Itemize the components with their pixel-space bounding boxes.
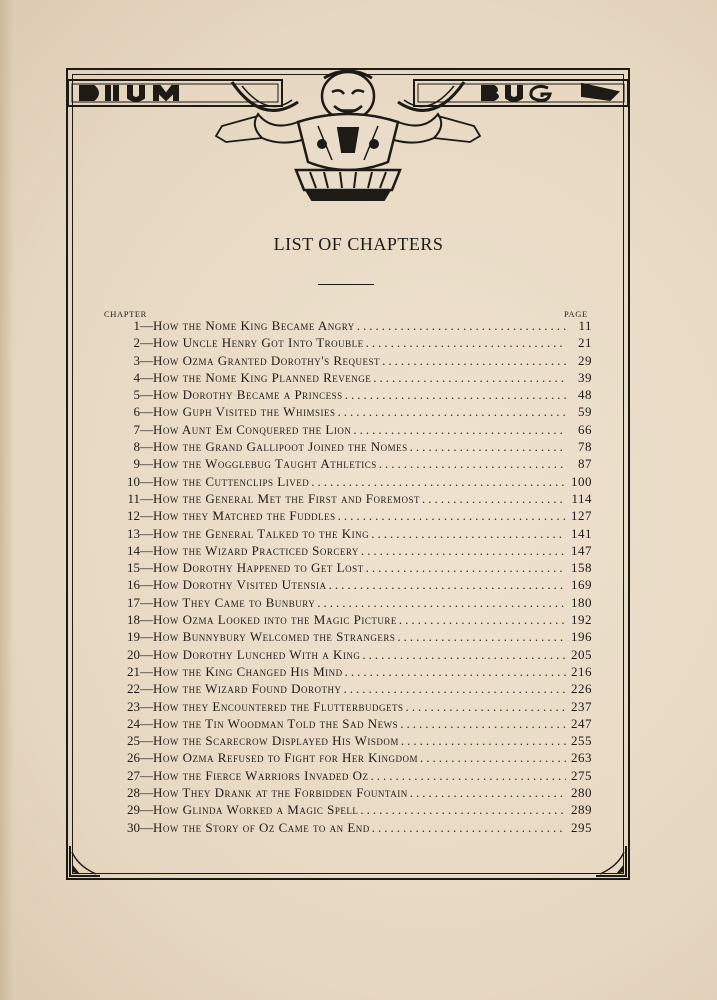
chapter-row bbox=[104, 768, 592, 785]
chapter-number: 19 bbox=[127, 629, 140, 645]
dot-leader bbox=[345, 664, 566, 680]
chapter-list bbox=[104, 318, 592, 837]
chapter-page-number: 100 bbox=[571, 473, 592, 489]
chapter-number: 11 bbox=[127, 490, 140, 506]
chapter-dash: — bbox=[140, 785, 153, 801]
chapter-row bbox=[104, 577, 592, 594]
chapter-page-number: 158 bbox=[571, 560, 592, 576]
dot-leader bbox=[366, 335, 566, 351]
chapter-number: 8 bbox=[133, 439, 140, 455]
chapter-dash: — bbox=[140, 439, 153, 455]
chapter-number: 22 bbox=[127, 681, 140, 697]
chapter-row bbox=[104, 750, 592, 767]
chapter-page-number: 255 bbox=[571, 733, 592, 749]
chapter-number: 17 bbox=[127, 594, 140, 610]
chapter-page-number: 147 bbox=[571, 542, 592, 558]
dot-leader bbox=[401, 733, 566, 749]
chapter-title: How the Wizard Found Dorothy bbox=[153, 681, 342, 697]
dot-leader bbox=[371, 526, 566, 542]
chapter-row bbox=[104, 699, 592, 716]
chapter-dash: — bbox=[140, 629, 153, 645]
page-column-header: PAGE bbox=[564, 309, 588, 319]
chapter-page-number: 11 bbox=[578, 318, 592, 333]
chapter-dash: — bbox=[140, 715, 153, 731]
dot-leader bbox=[345, 387, 566, 403]
chapter-row bbox=[104, 335, 592, 352]
chapter-dash: — bbox=[140, 577, 153, 593]
chapter-page-number: 39 bbox=[578, 369, 592, 385]
chapter-page-number: 59 bbox=[578, 404, 592, 420]
chapter-dash: — bbox=[140, 335, 153, 351]
wogglebug-header-icon bbox=[62, 66, 634, 206]
chapter-number: 21 bbox=[127, 663, 140, 679]
chapter-dash: — bbox=[140, 802, 153, 818]
chapter-page-number: 87 bbox=[578, 456, 592, 472]
dot-leader bbox=[420, 750, 566, 766]
chapter-title: How the King Changed His Mind bbox=[153, 663, 343, 679]
chapter-row bbox=[104, 318, 592, 335]
chapter-row bbox=[104, 370, 592, 387]
chapter-dash: — bbox=[140, 646, 153, 662]
chapter-row bbox=[104, 595, 592, 612]
chapter-page-number: 114 bbox=[571, 490, 592, 506]
chapter-row bbox=[104, 508, 592, 525]
chapter-dash: — bbox=[140, 681, 153, 697]
chapter-number: 27 bbox=[127, 767, 140, 783]
chapter-dash: — bbox=[140, 369, 153, 385]
dot-leader bbox=[317, 595, 566, 611]
chapter-title: How Ozma Refused to Fight for Her Kingdom bbox=[153, 750, 419, 766]
chapter-row bbox=[104, 543, 592, 560]
chapter-row bbox=[104, 474, 592, 491]
chapter-number: 25 bbox=[127, 733, 140, 749]
chapter-title: How the Story of Oz Came to an End bbox=[153, 819, 370, 835]
dot-leader bbox=[406, 699, 566, 715]
chapter-title: How Dorothy Became a Princess bbox=[153, 387, 343, 403]
chapter-dash: — bbox=[140, 387, 153, 403]
chapter-dash: — bbox=[140, 750, 153, 766]
chapter-dash: — bbox=[140, 473, 153, 489]
chapter-row bbox=[104, 802, 592, 819]
chapter-title: How Guph Visited the Whimsies bbox=[153, 404, 336, 420]
chapter-title: How Dorothy Happened to Get Lost bbox=[153, 560, 364, 576]
chapter-title: How the Grand Gallipoot Joined the Nomes bbox=[153, 439, 408, 455]
dot-leader bbox=[311, 474, 566, 490]
chapter-title: How Dorothy Visited Utensia bbox=[153, 577, 327, 593]
chapter-number: 18 bbox=[127, 612, 140, 628]
chapter-number: 24 bbox=[127, 715, 140, 731]
chapter-title: How they Encountered the Flutterbudgets bbox=[153, 698, 404, 714]
chapter-page-number: 226 bbox=[571, 681, 592, 697]
chapter-page-number: 78 bbox=[578, 439, 592, 455]
chapter-title: How the General Met the First and Foremost bbox=[153, 490, 421, 506]
chapter-title: How They Drank at the Forbidden Fountain bbox=[153, 785, 408, 801]
chapter-title: How the Nome King Planned Revenge bbox=[153, 369, 372, 385]
chapter-page-number: 263 bbox=[571, 750, 592, 766]
chapter-title: How the General Talked to the King bbox=[153, 525, 370, 541]
page-title: LIST OF CHAPTERS bbox=[273, 234, 444, 254]
chapter-page-number: 205 bbox=[571, 646, 592, 662]
chapter-title: How the Fierce Warriors Invaded Oz bbox=[153, 767, 369, 783]
dot-leader bbox=[422, 491, 566, 507]
chapter-dash: — bbox=[140, 542, 153, 558]
chapter-number: 20 bbox=[127, 646, 140, 662]
chapter-title: How the Wogglebug Taught Athletics bbox=[153, 456, 377, 472]
dot-leader bbox=[362, 647, 566, 663]
dot-leader bbox=[353, 422, 566, 438]
chapter-dash: — bbox=[140, 352, 153, 368]
chapter-number: 4 bbox=[133, 369, 140, 385]
dot-leader bbox=[373, 370, 566, 386]
chapter-row bbox=[104, 629, 592, 646]
chapter-row bbox=[104, 664, 592, 681]
chapter-page-number: 141 bbox=[571, 525, 592, 541]
chapter-title: How the Wizard Practiced Sorcery bbox=[153, 542, 359, 558]
chapter-dash: — bbox=[140, 318, 153, 333]
chapter-title: How Dorothy Lunched With a King bbox=[153, 646, 361, 662]
chapter-dash: — bbox=[140, 767, 153, 783]
dot-leader bbox=[338, 508, 566, 524]
chapter-row bbox=[104, 785, 592, 802]
chapter-row bbox=[104, 820, 592, 837]
chapter-title: How Ozma Granted Dorothy's Request bbox=[153, 352, 381, 368]
chapter-dash: — bbox=[140, 612, 153, 628]
chapter-page-number: 21 bbox=[578, 335, 592, 351]
chapter-dash: — bbox=[140, 421, 153, 437]
chapter-dash: — bbox=[140, 594, 153, 610]
chapter-dash: — bbox=[140, 663, 153, 679]
chapter-number: 14 bbox=[127, 542, 140, 558]
chapter-page-number: 127 bbox=[571, 508, 592, 524]
chapter-row bbox=[104, 439, 592, 456]
dot-leader bbox=[399, 612, 566, 628]
chapter-dash: — bbox=[140, 819, 153, 835]
chapter-row bbox=[104, 456, 592, 473]
chapter-row bbox=[104, 353, 592, 370]
chapter-title: How the Tin Woodman Told the Sad News bbox=[153, 715, 399, 731]
chapter-row bbox=[104, 387, 592, 404]
dot-leader bbox=[400, 716, 566, 732]
chapter-page-number: 169 bbox=[571, 577, 592, 593]
chapter-title: How the Nome King Became Angry bbox=[153, 318, 355, 333]
chapter-page-number: 295 bbox=[571, 819, 592, 835]
chapter-row bbox=[104, 647, 592, 664]
chapter-row bbox=[104, 422, 592, 439]
dot-leader bbox=[344, 681, 566, 697]
page-binding-shadow bbox=[0, 0, 14, 1000]
chapter-page-number: 180 bbox=[571, 594, 592, 610]
chapter-number: 28 bbox=[127, 785, 140, 801]
chapter-page-number: 29 bbox=[578, 352, 592, 368]
chapter-dash: — bbox=[140, 490, 153, 506]
dot-leader bbox=[361, 543, 566, 559]
chapter-number: 6 bbox=[133, 404, 140, 420]
chapter-title: How They Came to Bunbury bbox=[153, 594, 316, 610]
dot-leader bbox=[410, 439, 566, 455]
chapter-row bbox=[104, 612, 592, 629]
chapter-dash: — bbox=[140, 525, 153, 541]
chapter-row bbox=[104, 404, 592, 421]
chapter-page-number: 66 bbox=[578, 421, 592, 437]
dot-leader bbox=[379, 456, 566, 472]
chapter-number: 1 bbox=[133, 318, 140, 333]
dot-leader bbox=[372, 820, 566, 836]
chapter-page-number: 196 bbox=[571, 629, 592, 645]
chapter-row bbox=[104, 681, 592, 698]
chapter-number: 2 bbox=[133, 335, 140, 351]
dot-leader bbox=[382, 353, 566, 369]
chapter-page-number: 289 bbox=[571, 802, 592, 818]
dot-leader bbox=[370, 768, 566, 784]
chapter-page-number: 275 bbox=[571, 767, 592, 783]
dot-leader bbox=[397, 629, 566, 645]
chapter-page-number: 247 bbox=[571, 715, 592, 731]
chapter-number: 3 bbox=[133, 352, 140, 368]
chapter-dash: — bbox=[140, 404, 153, 420]
chapter-page-number: 280 bbox=[571, 785, 592, 801]
chapter-dash: — bbox=[140, 508, 153, 524]
chapter-number: 16 bbox=[127, 577, 140, 593]
chapter-number: 9 bbox=[133, 456, 140, 472]
dot-leader bbox=[410, 785, 566, 801]
chapter-dash: — bbox=[140, 698, 153, 714]
chapter-title: How they Matched the Fuddles bbox=[153, 508, 336, 524]
title-divider bbox=[318, 284, 374, 285]
chapter-title: How the Cuttenclips Lived bbox=[153, 473, 310, 489]
dot-leader bbox=[357, 318, 566, 334]
chapter-row bbox=[104, 491, 592, 508]
chapter-title: How Uncle Henry Got Into Trouble bbox=[153, 335, 364, 351]
chapter-number: 15 bbox=[127, 560, 140, 576]
chapter-number: 12 bbox=[127, 508, 140, 524]
chapter-dash: — bbox=[140, 560, 153, 576]
chapter-title: How Aunt Em Conquered the Lion bbox=[153, 421, 352, 437]
chapter-page-number: 48 bbox=[578, 387, 592, 403]
chapter-column-header: CHAPTER bbox=[104, 309, 147, 319]
chapter-number: 30 bbox=[127, 819, 140, 835]
chapter-row bbox=[104, 733, 592, 750]
chapter-number: 29 bbox=[127, 802, 140, 818]
chapter-number: 23 bbox=[127, 698, 140, 714]
dot-leader bbox=[360, 802, 566, 818]
chapter-page-number: 216 bbox=[571, 663, 592, 679]
chapter-number: 7 bbox=[133, 421, 140, 437]
bottom-left-corner-ornament-icon bbox=[68, 844, 102, 878]
chapter-number: 26 bbox=[127, 750, 140, 766]
chapter-title: How the Scarecrow Displayed His Wisdom bbox=[153, 733, 399, 749]
chapter-title: How Bunnybury Welcomed the Strangers bbox=[153, 629, 396, 645]
chapter-title: How Ozma Looked into the Magic Picture bbox=[153, 612, 397, 628]
chapter-number: 10 bbox=[127, 473, 140, 489]
bottom-right-corner-ornament-icon bbox=[594, 844, 628, 878]
chapter-row bbox=[104, 716, 592, 733]
chapter-dash: — bbox=[140, 456, 153, 472]
chapter-page-number: 237 bbox=[571, 698, 592, 714]
chapter-page-number: 192 bbox=[571, 612, 592, 628]
dot-leader bbox=[329, 577, 566, 593]
chapter-number: 5 bbox=[133, 387, 140, 403]
dot-leader bbox=[366, 560, 566, 576]
chapter-dash: — bbox=[140, 733, 153, 749]
chapter-title: How Glinda Worked a Magic Spell bbox=[153, 802, 359, 818]
chapter-row bbox=[104, 560, 592, 577]
chapter-row bbox=[104, 526, 592, 543]
chapter-number: 13 bbox=[127, 525, 140, 541]
dot-leader bbox=[337, 404, 566, 420]
